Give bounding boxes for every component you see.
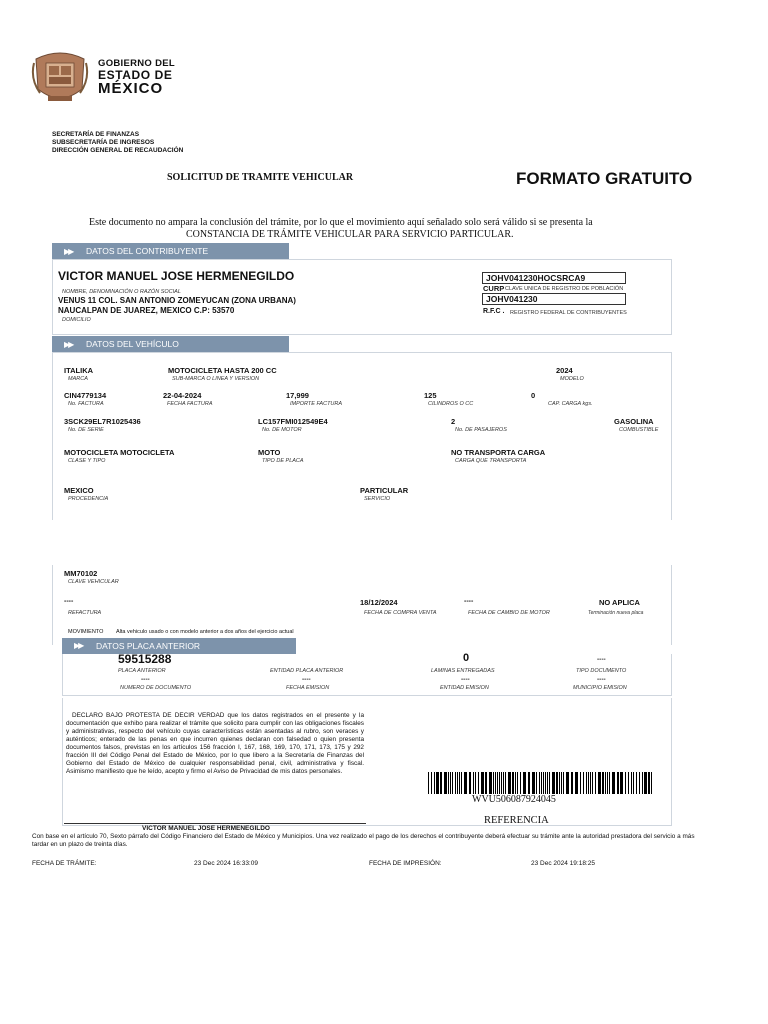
no-aplica-label: Terminación nueva placa bbox=[588, 610, 644, 616]
fecha-tramite-label: FECHA DE TRÁMITE: bbox=[32, 860, 97, 867]
section-placa-anterior: ▶▶ DATOS PLACA ANTERIOR bbox=[62, 638, 296, 654]
barcode-bar bbox=[592, 772, 593, 794]
motor-label: No. DE MOTOR bbox=[262, 427, 302, 433]
notice-line2: CONSTANCIA DE TRÁMITE VEHICULAR PARA SERVICIO PARTICULAR. bbox=[186, 229, 514, 240]
barcode-bar bbox=[493, 772, 494, 794]
serie-value: 3SCK29EL7R1025436 bbox=[64, 417, 141, 426]
barcode-bar bbox=[499, 772, 500, 794]
procedencia-label: PROCEDENCIA bbox=[68, 496, 109, 502]
referencia-label: REFERENCIA bbox=[484, 815, 549, 826]
barcode-bar bbox=[575, 772, 578, 794]
barcode-bar bbox=[639, 772, 640, 794]
importe-label: IMPORTE FACTURA bbox=[290, 401, 343, 407]
barcode-bar bbox=[503, 772, 504, 794]
curp-label: CLAVE UNICA DE REGISTRO DE POBLACIÓN bbox=[505, 286, 624, 292]
barcode-bar bbox=[469, 772, 471, 794]
curp-prefix: CURP bbox=[483, 284, 505, 293]
municipio-emision-label: MUNICIPIO EMISION bbox=[573, 685, 627, 691]
procedencia-value: MEXICO bbox=[64, 486, 94, 495]
rfc-label: REGISTRO FEDERAL DE CONTRIBUYENTES bbox=[510, 310, 627, 316]
barcode-bar bbox=[651, 772, 652, 794]
barcode-bar bbox=[583, 772, 584, 794]
barcode-bar bbox=[633, 772, 634, 794]
barcode-bar bbox=[473, 772, 474, 794]
barcode-bar bbox=[543, 772, 544, 794]
barcode-bar bbox=[607, 772, 608, 794]
entidad-placa-label: ENTIDAD PLACA ANTERIOR bbox=[270, 668, 344, 674]
barcode-bar bbox=[620, 772, 623, 794]
address-line1: VENUS 11 COL. SAN ANTONIO ZOMEYUCAN (ZONA URBANA) bbox=[58, 296, 296, 305]
chevron-right-icon: ▶▶ bbox=[64, 340, 73, 349]
num-doc-label: NUMERO DE DOCUMENTO bbox=[120, 685, 192, 691]
barcode-bar bbox=[478, 772, 479, 794]
barcode-bar bbox=[517, 772, 518, 794]
barcode-bar bbox=[566, 772, 569, 794]
laminas-value: 0 bbox=[463, 652, 470, 664]
barcode-bar bbox=[631, 772, 632, 794]
refactura-label: REFACTURA bbox=[68, 610, 102, 616]
modelo-value: 2024 bbox=[556, 366, 573, 375]
barcode-bar bbox=[636, 772, 637, 794]
barcode-bar bbox=[440, 772, 442, 794]
barcode-image bbox=[428, 772, 653, 794]
document-title: SOLICITUD DE TRAMITE VEHICULAR bbox=[167, 172, 354, 183]
barcode-bar bbox=[495, 772, 496, 794]
factura-label: No. FACTURA bbox=[68, 401, 104, 407]
municipio-emision-value: ---- bbox=[597, 676, 606, 683]
barcode-bar bbox=[642, 772, 643, 794]
cambio-motor-value: ---- bbox=[464, 598, 474, 605]
section-vehiculo: ▶▶ DATOS DEL VEHÍCULO bbox=[52, 336, 289, 353]
contribuyente-name: VICTOR MANUEL JOSE HERMENEGILDO bbox=[58, 269, 295, 283]
barcode-bar bbox=[464, 772, 467, 794]
curp-field: JOHV041230HOCSRCA9 bbox=[482, 272, 626, 284]
rfc-prefix: R.F.C . bbox=[483, 308, 505, 315]
pasajeros-value: 2 bbox=[451, 417, 456, 426]
state-seal-logo bbox=[30, 49, 90, 105]
barcode-bar bbox=[539, 772, 540, 794]
signature-line bbox=[64, 823, 366, 824]
placa-tipo-value: MOTO bbox=[258, 448, 281, 457]
gov-title-line1: GOBIERNO DEL bbox=[98, 58, 175, 69]
barcode-bar bbox=[549, 772, 550, 794]
barcode-bar bbox=[545, 772, 546, 794]
barcode-bar bbox=[644, 772, 647, 794]
fecha-emision-value: ---- bbox=[302, 676, 311, 683]
carga-label: CAP. CARGA kgs. bbox=[548, 401, 593, 407]
barcode-bar bbox=[563, 772, 564, 794]
carga-value: 0 bbox=[531, 391, 536, 400]
fecha-tramite-value: 23 Dec 2024 16:33:09 bbox=[194, 860, 258, 867]
tipo-documento-label: TIPO DOCUMENTO bbox=[576, 668, 627, 674]
cilindros-value: 125 bbox=[424, 391, 437, 400]
placa-anterior-label: PLACA ANTERIOR bbox=[118, 668, 166, 674]
barcode-bar bbox=[586, 772, 587, 794]
barcode-bar bbox=[602, 772, 604, 794]
barcode-bar bbox=[590, 772, 591, 794]
signature-name: VICTOR MANUEL JOSE HERMENEGILDO bbox=[142, 825, 270, 832]
barcode-bar bbox=[523, 772, 526, 794]
barcode-bar bbox=[512, 772, 514, 794]
barcode-bar bbox=[475, 772, 476, 794]
gov-title-line2: ESTADO DE bbox=[98, 68, 173, 82]
barcode-bar bbox=[436, 772, 439, 794]
servicio-label: SERVICIO bbox=[364, 496, 391, 502]
placa-tipo-label: TIPO DE PLACA bbox=[262, 458, 304, 464]
barcode-bar bbox=[489, 772, 492, 794]
serie-label: No. DE SERIE bbox=[68, 427, 104, 433]
fecha-emision-label: FECHA EMISION bbox=[286, 685, 330, 691]
motor-value: LC157FMI012549E4 bbox=[258, 417, 328, 426]
barcode-bar bbox=[448, 772, 449, 794]
barcode-bar bbox=[588, 772, 589, 794]
barcode-bar bbox=[648, 772, 650, 794]
no-aplica-value: NO APLICA bbox=[599, 598, 640, 607]
barcode-bar bbox=[605, 772, 606, 794]
tipo-documento-value: ---- bbox=[597, 656, 606, 663]
barcode-bar bbox=[515, 772, 516, 794]
barcode-bar bbox=[431, 772, 432, 794]
entidad-emision-value: ---- bbox=[461, 676, 470, 683]
barcode-bar bbox=[457, 772, 458, 794]
cilindros-label: CILINDROS O CC bbox=[428, 401, 474, 407]
barcode-bar bbox=[528, 772, 530, 794]
barcode-bar bbox=[461, 772, 462, 794]
marca-label: MARCA bbox=[68, 376, 88, 382]
barcode-bar bbox=[541, 772, 542, 794]
fecha-factura-label: FECHA FACTURA bbox=[167, 401, 213, 407]
barcode-bar bbox=[505, 772, 506, 794]
entidad-emision-label: ENTIDAD EMISION bbox=[440, 685, 489, 691]
pasajeros-label: No. DE PASAJEROS bbox=[455, 427, 507, 433]
cambio-motor-label: FECHA DE CAMBIO DE MOTOR bbox=[468, 610, 550, 616]
direccion-line: DIRECCIÓN GENERAL DE RECAUDACIÓN bbox=[52, 147, 184, 154]
barcode-bar bbox=[561, 772, 562, 794]
carga-transporta-value: NO TRANSPORTA CARGA bbox=[451, 448, 546, 457]
fecha-compra-label: FECHA DE COMPRA VENTA bbox=[364, 610, 437, 616]
movimiento-value: Alta vehiculo usado o con modelo anterior a dos años del ejercicio actual bbox=[116, 629, 294, 635]
barcode-bar bbox=[559, 772, 560, 794]
rfc-field: JOHV041230 bbox=[482, 293, 626, 305]
movimiento-label: MOVIMIENTO bbox=[68, 629, 104, 635]
clave-vehicular-value: MM70102 bbox=[64, 569, 98, 578]
barcode-bar bbox=[508, 772, 511, 794]
notice-line1: Este documento no ampara la conclusión del trámite, por lo que el movimiento aquí señalado solo será válido si se presenta la bbox=[89, 217, 593, 228]
barcode-bar bbox=[481, 772, 484, 794]
barcode-bar bbox=[455, 772, 456, 794]
chevron-right-icon: ▶▶ bbox=[64, 247, 73, 256]
name-label: NOMBRE, DENOMINACIÓN O RAZÓN SOCIAL bbox=[62, 289, 181, 295]
combustible-label: COMBUSTIBLE bbox=[619, 427, 659, 433]
barcode-bar bbox=[485, 772, 487, 794]
barcode-bar bbox=[532, 772, 535, 794]
submarca-value: MOTOCICLETA HASTA 200 CC bbox=[168, 366, 277, 375]
clave-vehicular-label: CLAVE VEHICULAR bbox=[68, 579, 119, 585]
marca-value: ITALIKA bbox=[64, 366, 94, 375]
barcode-bar bbox=[547, 772, 548, 794]
address-line2: NAUCALPAN DE JUAREZ, MEXICO C.P: 53570 bbox=[58, 306, 235, 315]
clase-label: CLASE Y TIPO bbox=[68, 458, 106, 464]
barcode-bar bbox=[617, 772, 619, 794]
placa-anterior-value: 59515288 bbox=[118, 652, 172, 666]
barcode-bar bbox=[450, 772, 451, 794]
carga-transporta-label: CARGA QUE TRANSPORTA bbox=[455, 458, 527, 464]
barcode-bar bbox=[497, 772, 498, 794]
num-doc-value: ---- bbox=[141, 676, 150, 683]
refactura-value: ---- bbox=[64, 598, 74, 605]
barcode-bar bbox=[625, 772, 626, 794]
factura-value: CIN4779134 bbox=[64, 391, 107, 400]
secretaria-line: SECRETARÍA DE FINANZAS bbox=[52, 131, 140, 138]
barcode-bar bbox=[501, 772, 502, 794]
chevron-right-icon: ▶▶ bbox=[74, 641, 83, 650]
modelo-label: MODELO bbox=[560, 376, 584, 382]
fecha-factura-value: 22-04-2024 bbox=[163, 391, 202, 400]
barcode-bar bbox=[520, 772, 521, 794]
barcode-bar bbox=[552, 772, 555, 794]
free-format-badge: FORMATO GRATUITO bbox=[516, 169, 693, 188]
barcode-bar bbox=[628, 772, 629, 794]
barcode-bar bbox=[595, 772, 596, 794]
laminas-label: LAMINAS ENTREGADAS bbox=[431, 668, 495, 674]
barcode-number: WVU506087924045 bbox=[472, 794, 556, 805]
barcode-bar bbox=[609, 772, 610, 794]
section-contribuyente: ▶▶ DATOS DEL CONTRIBUYENTE bbox=[52, 243, 289, 260]
barcode-bar bbox=[556, 772, 558, 794]
barcode-bar bbox=[580, 772, 581, 794]
fecha-impresion-label: FECHA DE IMPRESIÓN: bbox=[369, 860, 442, 867]
declaracion-text: DECLARO BAJO PROTESTA DE DECIR VERDAD que los datos registrados en el presente y la documentación que exhibo para realizar el trámite que solicito para cumplir con las obligaciones fiscales y administrativas, respecto del vehículo cuyas características están asentadas al rubro, son veraces y auténticos; enterado de las penas en que incurren quienes declaran con falsedad o quien presenta documentos falsos, previstas en los artículos 156 fracción I, 167, 168, 169, 170, 171, 173, 175 y 292 fracción III del Código Penal del Estado de México, por lo que libero a la Secretaría de Finanzas del Gobierno del Estado de México de cualquier responsabilidad penal, civil, administrativa y fiscal. Asimismo manifiesto que he leído, acepto y firmo el Aviso de Privacidad de mis datos personales. bbox=[66, 712, 364, 775]
barcode-bar bbox=[452, 772, 453, 794]
importe-value: 17,999 bbox=[286, 391, 309, 400]
servicio-value: PARTICULAR bbox=[360, 486, 409, 495]
barcode-bar bbox=[428, 772, 429, 794]
fecha-impresion-value: 23 Dec 2024 19:18:25 bbox=[531, 860, 595, 867]
legal-footer: Con base en el artículo 70, Sexto párrafo del Código Financiero del Estado de México y Municipios. Una vez realizado el pago de los derechos el contribuyente deberá efectuar su trámite ante la autoridad prestadora del servicio a más tardar en un plazo de treinta días. bbox=[32, 833, 695, 848]
gov-title-line3: MÉXICO bbox=[98, 80, 164, 97]
subsecretaria-line: SUBSECRETARÍA DE INGRESOS bbox=[52, 139, 155, 146]
combustible-value: GASOLINA bbox=[614, 417, 654, 426]
fecha-compra-value: 18/12/2024 bbox=[360, 598, 398, 607]
barcode-bar bbox=[459, 772, 460, 794]
address-label: DOMICILIO bbox=[62, 317, 91, 323]
barcode-bar bbox=[536, 772, 537, 794]
barcode-bar bbox=[571, 772, 573, 794]
barcode-bar bbox=[434, 772, 435, 794]
clase-value: MOTOCICLETA MOTOCICLETA bbox=[64, 448, 175, 457]
barcode-bar bbox=[444, 772, 447, 794]
submarca-label: SUB-MARCA O LINEA Y VERSION bbox=[172, 376, 260, 382]
barcode-bar bbox=[612, 772, 615, 794]
barcode-bar bbox=[598, 772, 601, 794]
